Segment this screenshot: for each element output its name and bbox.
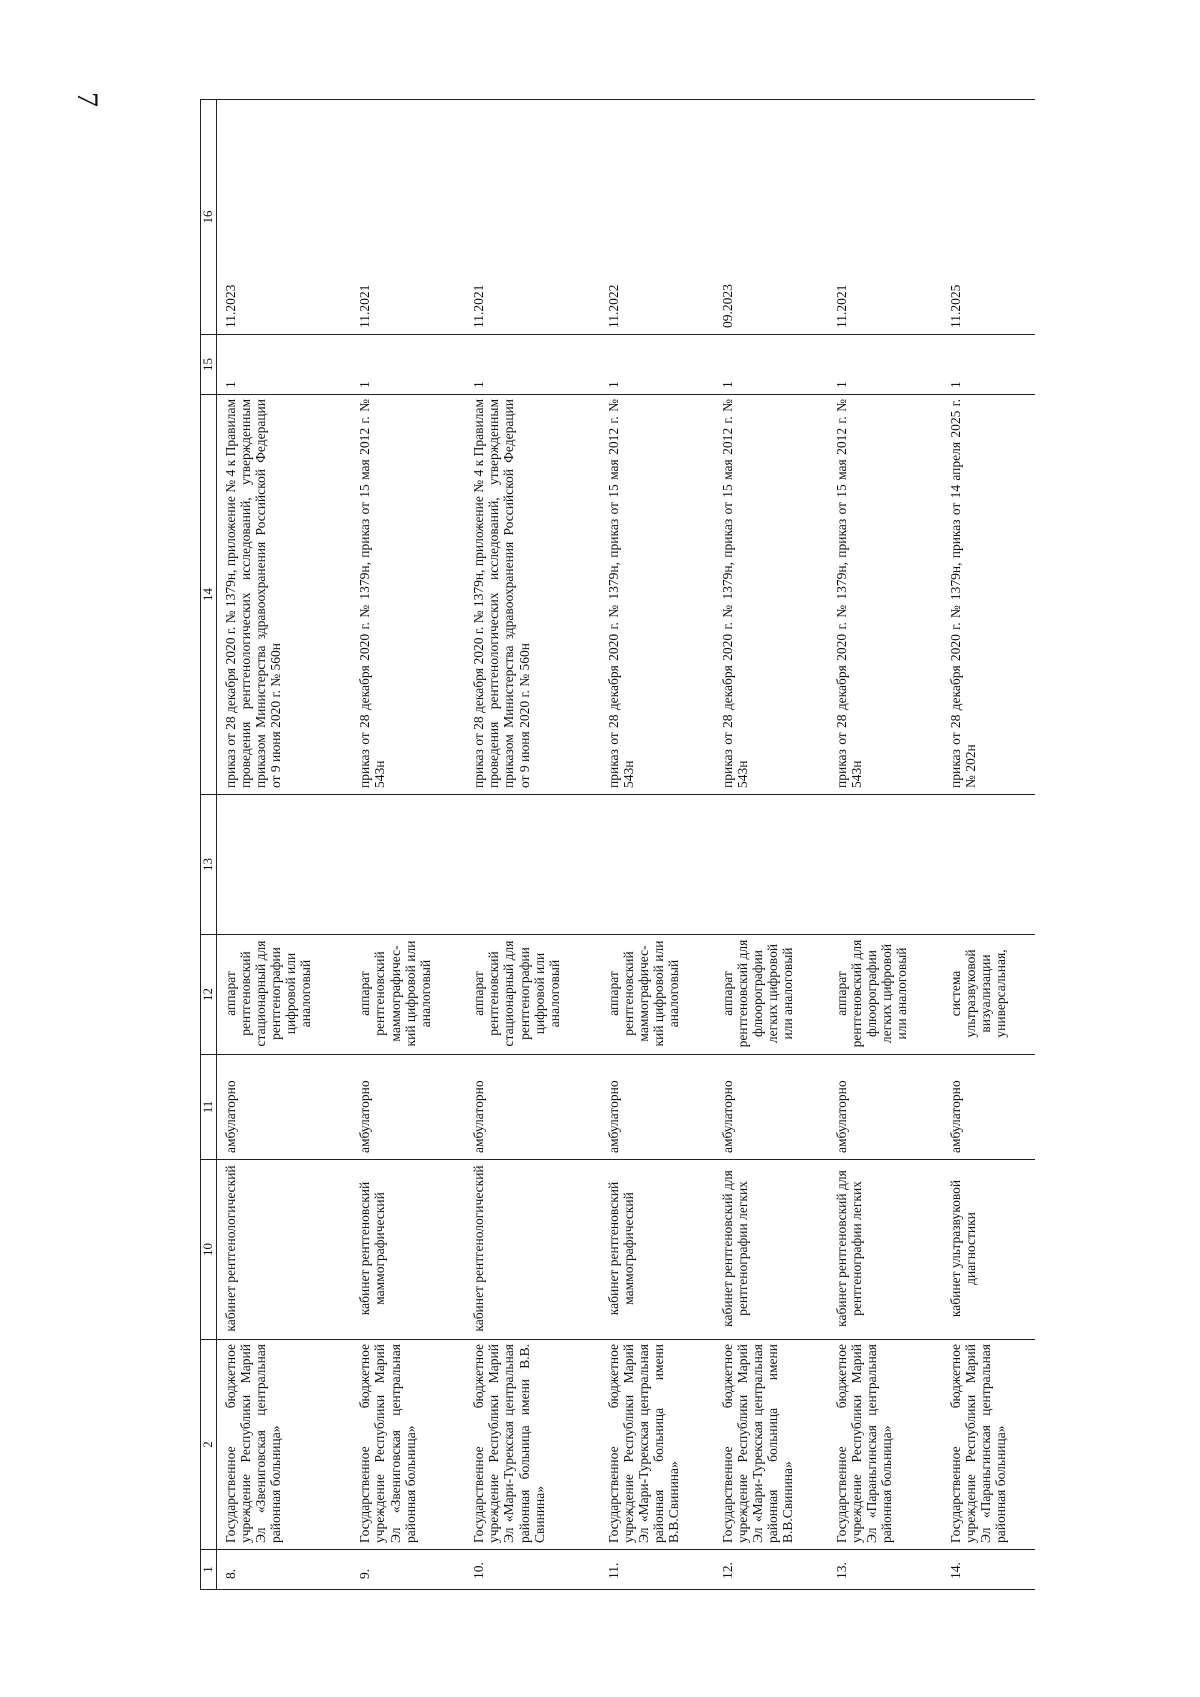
organization-cell: Государственное бюджетное учреждение Республики Марий Эл «Звениговская центральная районная больница» <box>351 1340 465 1550</box>
cabinet-cell: кабинет рентгеновский для рентгенографии легких <box>828 1160 942 1340</box>
organization-cell: Государственное бюджетное учреждение Республики Марий Эл «Параньгинская центральная районная больница» <box>942 1340 1035 1550</box>
quantity-cell: 1 <box>465 335 600 395</box>
equipment-table <box>200 99 1035 1590</box>
order-cell: приказ от 28 декабря 2020 г. № 1379н, приказ от 15 мая 2012 г. № 543н <box>714 395 828 795</box>
equipment-cell: аппарат рентгеновский для флюорографии легких цифровой или аналоговый <box>714 935 828 1055</box>
equipment-cell: аппарат рентгеновский маммографичес-кий цифровой или аналоговый <box>600 935 714 1055</box>
quantity-cell: 1 <box>942 335 1035 395</box>
page-number: 7 <box>71 92 104 107</box>
quantity-cell: 1 <box>351 335 465 395</box>
header-cell: 2 <box>201 1340 217 1550</box>
mode-cell: амбулаторно <box>216 1055 351 1160</box>
cabinet-cell: кабинет рентгеновский маммографический <box>351 1160 465 1340</box>
equipment-cell: система ультразвуковой визуализации универсальная, <box>942 935 1035 1055</box>
mode-cell: амбулаторно <box>351 1055 465 1160</box>
row-number: 11. <box>600 1550 714 1590</box>
equipment-cell: аппарат рентгеновский для флюорографии легких цифровой или аналоговый <box>828 935 942 1055</box>
rotated-table-container <box>200 100 1035 1590</box>
order-cell: приказ от 28 декабря 2020 г. № 1379н, приказ от 15 мая 2012 г. № 543н <box>351 395 465 795</box>
header-cell: 10 <box>201 1160 217 1340</box>
date-cell: 11.2021 <box>465 100 600 335</box>
header-cell: 12 <box>201 935 217 1055</box>
col13-cell <box>714 795 828 935</box>
table-row <box>465 100 600 1590</box>
table-row <box>828 100 942 1590</box>
order-cell: приказ от 28 декабря 2020 г. № 1379н, приказ от 15 мая 2012 г. № 543н <box>828 395 942 795</box>
col13-cell <box>465 795 600 935</box>
header-cell: 1 <box>201 1550 217 1590</box>
organization-cell: Государственное бюджетное учреждение Республики Марий Эл «Мари-Турекская центральная районная больница имени В.В.Свинина» <box>600 1340 714 1550</box>
date-cell: 11.2023 <box>216 100 351 335</box>
col13-cell <box>351 795 465 935</box>
table-row <box>600 100 714 1590</box>
table-row <box>216 100 351 1590</box>
date-cell: 09.2023 <box>714 100 828 335</box>
organization-cell: Государственное бюджетное учреждение Республики Марий Эл «Звениговская центральная районная больница» <box>216 1340 351 1550</box>
quantity-cell: 1 <box>828 335 942 395</box>
header-row <box>201 100 217 1590</box>
row-number: 14. <box>942 1550 1035 1590</box>
row-number: 13. <box>828 1550 942 1590</box>
date-cell: 11.2021 <box>351 100 465 335</box>
header-cell: 14 <box>201 395 217 795</box>
quantity-cell: 1 <box>216 335 351 395</box>
order-cell: приказ от 28 декабря 2020 г. № 1379н, приказ от 15 мая 2012 г. № 543н <box>600 395 714 795</box>
cabinet-cell: кабинет рентгеновский для рентгенографии легких <box>714 1160 828 1340</box>
cabinet-cell: кабинет ультразвуковой диагностики <box>942 1160 1035 1340</box>
date-cell: 11.2022 <box>600 100 714 335</box>
organization-cell: Государственное бюджетное учреждение Республики Марий Эл «Мари-Турекская центральная районная больница имени В.В. Свинина» <box>465 1340 600 1550</box>
order-cell: приказ от 28 декабря 2020 г. № 1379н, приказ от 14 апреля 2025 г. № 202н <box>942 395 1035 795</box>
order-cell: приказ от 28 декабря 2020 г. № 1379н, приложение № 4 к Правилам проведения рентгенологических исследований, утвержденным приказом Министерства здравоохранения Российской Федерации от 9 июня 2020 г. № 560н <box>465 395 600 795</box>
mode-cell: амбулаторно <box>465 1055 600 1160</box>
mode-cell: амбулаторно <box>714 1055 828 1160</box>
row-number: 12. <box>714 1550 828 1590</box>
mode-cell: амбулаторно <box>942 1055 1035 1160</box>
row-number: 10. <box>465 1550 600 1590</box>
row-number: 8. <box>216 1550 351 1590</box>
cabinet-cell: кабинет рентгенологический <box>465 1160 600 1340</box>
col13-cell <box>828 795 942 935</box>
organization-cell: Государственное бюджетное учреждение Республики Марий Эл «Параньгинская центральная районная больница» <box>828 1340 942 1550</box>
quantity-cell: 1 <box>714 335 828 395</box>
col13-cell <box>600 795 714 935</box>
mode-cell: амбулаторно <box>600 1055 714 1160</box>
header-cell: 13 <box>201 795 217 935</box>
col13-cell <box>942 795 1035 935</box>
equipment-cell: аппарат рентгеновский стационарный для рентгенографии цифровой или аналоговый <box>465 935 600 1055</box>
row-number: 9. <box>351 1550 465 1590</box>
date-cell: 11.2021 <box>828 100 942 335</box>
header-cell: 15 <box>201 335 217 395</box>
header-cell: 11 <box>201 1055 217 1160</box>
cabinet-cell: кабинет рентгенологический <box>216 1160 351 1340</box>
organization-cell: Государственное бюджетное учреждение Республики Марий Эл «Мари-Турекская центральная районная больница имени В.В.Свинина» <box>714 1340 828 1550</box>
table-row <box>351 100 465 1590</box>
header-cell: 16 <box>201 100 217 335</box>
equipment-cell: аппарат рентгеновский стационарный для рентгенографии цифровой или аналоговый <box>216 935 351 1055</box>
order-cell: приказ от 28 декабря 2020 г. № 1379н, приложение № 4 к Правилам проведения рентгенологических исследований, утвержденным приказом Министерства здравоохранения Российской Федерации от 9 июня 2020 г. № 560н <box>216 395 351 795</box>
equipment-cell: аппарат рентгеновский маммографичес-кий цифровой или аналоговый <box>351 935 465 1055</box>
mode-cell: амбулаторно <box>828 1055 942 1160</box>
quantity-cell: 1 <box>600 335 714 395</box>
col13-cell <box>216 795 351 935</box>
table-row <box>942 100 1035 1590</box>
cabinet-cell: кабинет рентгеновский маммографический <box>600 1160 714 1340</box>
table-row <box>714 100 828 1590</box>
date-cell: 11.2025 <box>942 100 1035 335</box>
